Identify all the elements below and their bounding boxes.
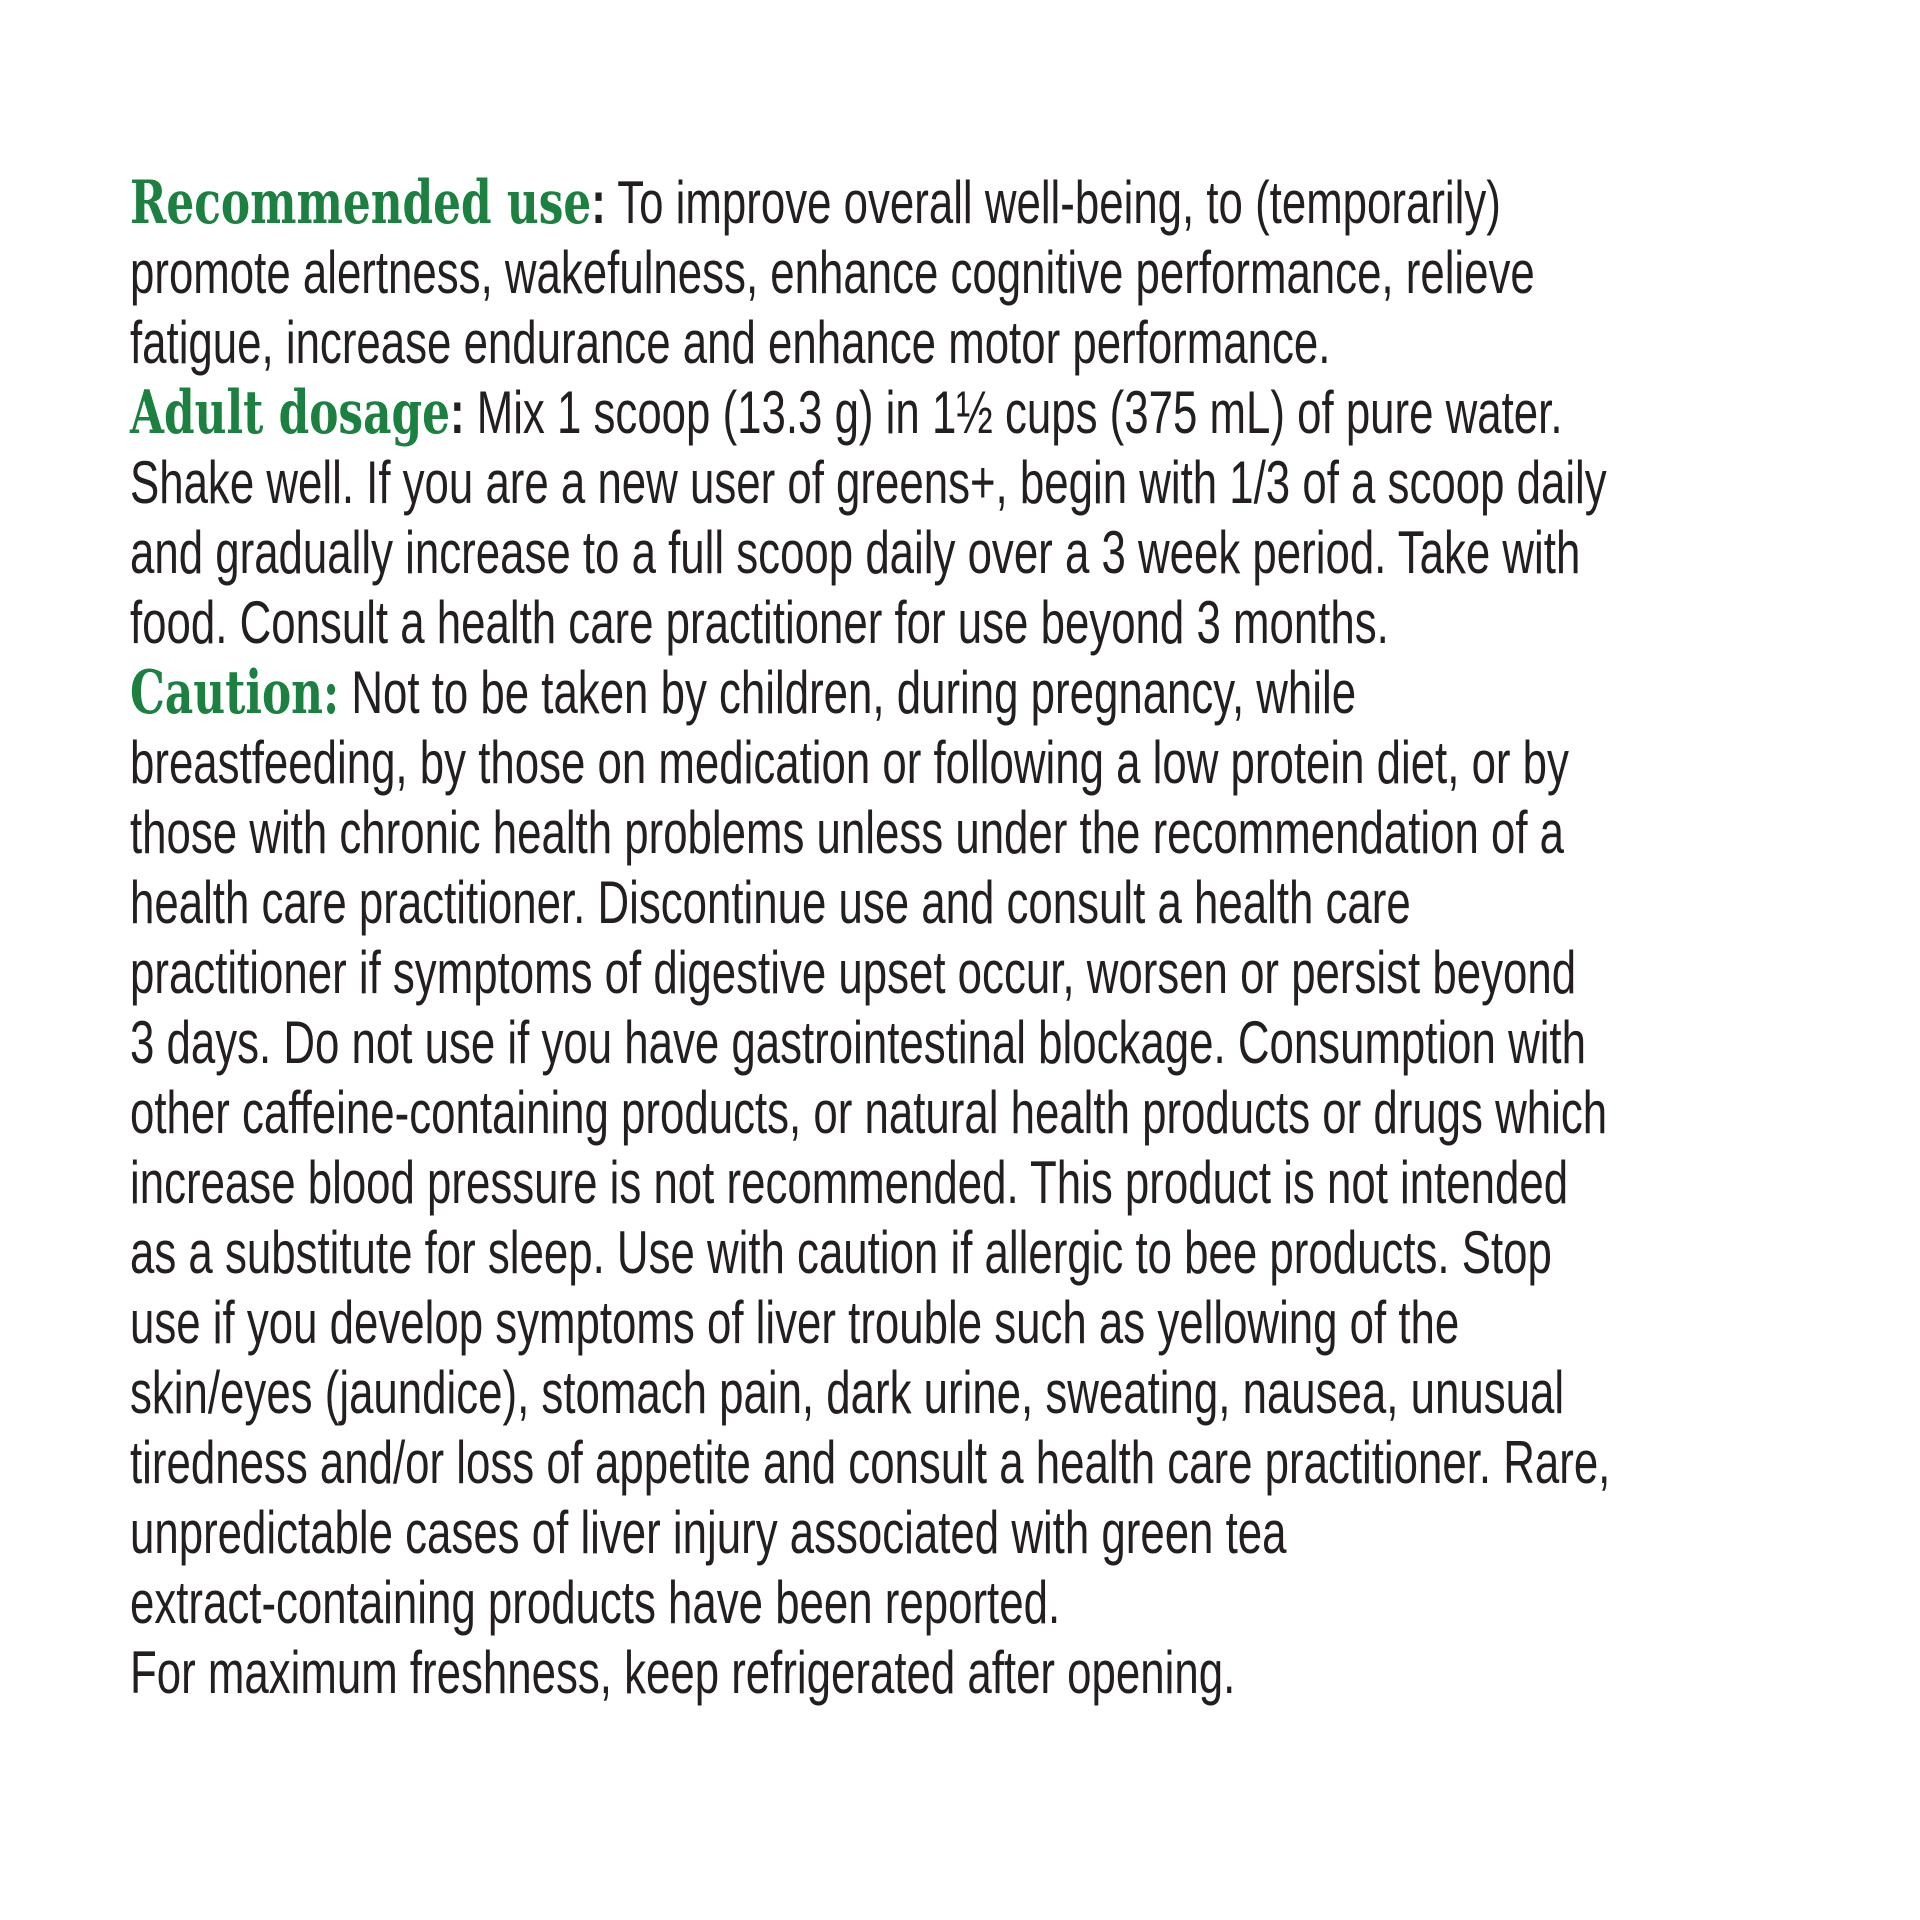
text-line: increase blood pressure is not recommended. This product is not intended xyxy=(130,1149,1569,1216)
heading-recommended-use: Recommended use xyxy=(130,168,592,238)
section-caution xyxy=(130,658,1920,1638)
text-line: fatigue, increase endurance and enhance motor performance. xyxy=(130,309,1331,376)
text-line: breastfeeding, by those on medication or following a low protein diet, or by xyxy=(130,729,1569,796)
heading-colon: : xyxy=(449,379,465,446)
text-line: other caffeine-containing products, or natural health products or drugs which xyxy=(130,1079,1608,1146)
text-line: For maximum freshness, keep refrigerated after opening. xyxy=(130,1639,1236,1706)
text-line: Recommended use: To improve overall well-being, to (temporarily) xyxy=(130,168,1501,238)
text-line: as a substitute for sleep. Use with caution if allergic to bee products. Stop xyxy=(130,1219,1552,1286)
text-line: extract-containing products have been reported. xyxy=(130,1569,1061,1636)
section-adult-dosage xyxy=(130,378,1920,658)
text-line: skin/eyes (jaundice), stomach pain, dark urine, sweating, nausea, unusual xyxy=(130,1359,1565,1426)
text-line: tiredness and/or loss of appetite and consult a health care practitioner. Rare, xyxy=(130,1429,1611,1496)
supplement-label-text-panel xyxy=(130,168,1920,1708)
heading-colon: : xyxy=(591,169,606,236)
text-line: those with chronic health problems unless under the recommendation of a xyxy=(130,799,1565,866)
text-line: food. Consult a health care practitioner for use beyond 3 months. xyxy=(130,589,1389,656)
text-line: and gradually increase to a full scoop daily over a 3 week period. Take with xyxy=(130,519,1581,586)
section-storage xyxy=(130,1638,1920,1708)
text-line: unpredictable cases of liver injury associated with green tea xyxy=(130,1499,1287,1566)
text-line: Shake well. If you are a new user of greens+, begin with 1/3 of a scoop daily xyxy=(130,449,1607,516)
text-line: promote alertness, wakefulness, enhance cognitive performance, relieve xyxy=(130,239,1535,306)
text-line: Caution: Not to be taken by children, during pregnancy, while xyxy=(130,658,1357,728)
text-line: use if you develop symptoms of liver trouble such as yellowing of the xyxy=(130,1289,1460,1356)
text-line: health care practitioner. Discontinue use and consult a health care xyxy=(130,869,1411,936)
text-line: Adult dosage: Mix 1 scoop (13.3 g) in 1½ cups (375 mL) of pure water. xyxy=(130,378,1563,448)
heading-adult-dosage: Adult dosage xyxy=(130,378,450,448)
heading-caution: Caution: xyxy=(130,658,340,728)
section-recommended-use xyxy=(130,168,1920,378)
text-line: practitioner if symptoms of digestive upset occur, worsen or persist beyond xyxy=(130,939,1577,1006)
text-line: 3 days. Do not use if you have gastrointestinal blockage. Consumption with xyxy=(130,1009,1586,1076)
